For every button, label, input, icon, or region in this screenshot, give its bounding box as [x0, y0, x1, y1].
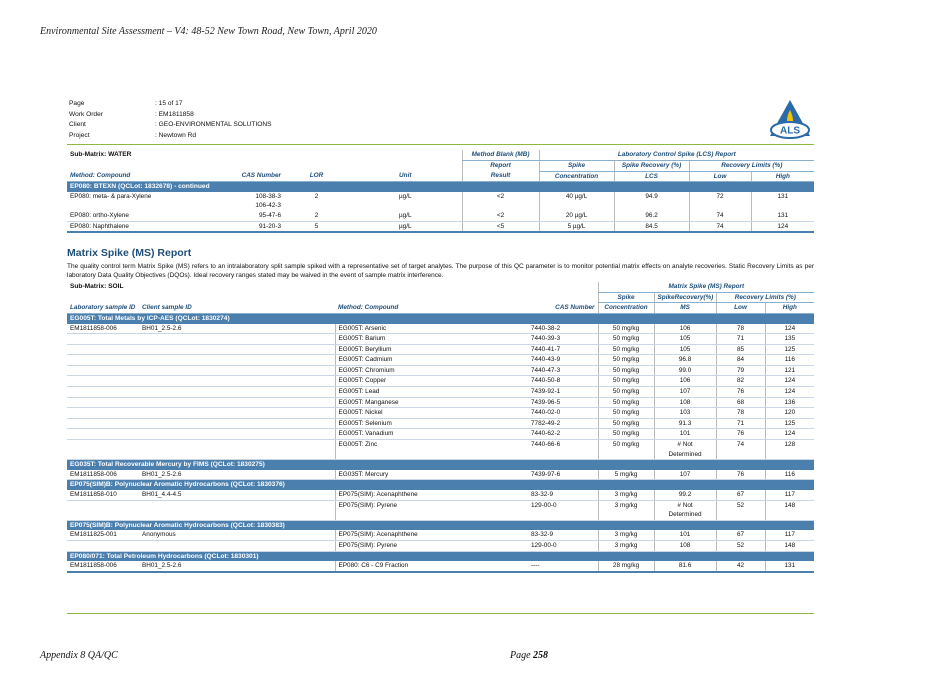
ms-lab-id: EM1811858-006	[67, 324, 139, 334]
table-row	[67, 211, 814, 221]
ms-section-title: EP075(SIM)B: Polynuclear Aromatic Hydrocarbons (QCLot: 1830383)	[67, 520, 814, 530]
lcs-compound: EP080: Naphthalene	[67, 221, 217, 232]
header-rule	[67, 144, 814, 145]
lcs-value: 94.9	[614, 192, 689, 202]
ms-client-id: BH01_2.5-2.6	[139, 561, 335, 572]
lcs-hdr-lcs: Laboratory Control Spike (LCS) Report	[539, 150, 814, 160]
ms-lab-id	[67, 365, 139, 376]
ms-low: 76	[716, 387, 765, 398]
ms-high: 136	[765, 397, 814, 408]
ms-section-title: EP075(SIM)B: Polynuclear Aromatic Hydrocarbons (QCLot: 1830376)	[67, 480, 814, 490]
ms-cas: 7440-43-9	[528, 355, 598, 366]
ms-client-id	[139, 418, 335, 429]
ms-low: 85	[716, 344, 765, 355]
ms-conc: 50 mg/kg	[598, 344, 654, 355]
ms-cas: 83-32-9	[528, 530, 598, 540]
empty-cell	[462, 201, 539, 211]
table-row	[67, 440, 814, 450]
lcs-col-unit: Unit	[349, 171, 462, 182]
lcs-table	[67, 150, 814, 233]
empty-cell	[139, 450, 335, 460]
table-row	[67, 561, 814, 572]
lcs-value: 84.5	[614, 221, 689, 232]
ms-value: 91.3	[654, 418, 716, 429]
ms-high: 124	[765, 324, 814, 334]
lcs-hdr-spike-rec: Spike Recovery (%)	[614, 160, 689, 171]
empty-cell	[598, 450, 654, 460]
ms-cas: 129-00-0	[528, 540, 598, 551]
ms-compound: EG005T: Zinc	[335, 440, 528, 450]
ms-table	[67, 282, 814, 573]
lcs-result: <2	[462, 192, 539, 202]
report-meta	[67, 98, 274, 142]
logo-text: ALS	[780, 125, 800, 137]
table-row	[67, 530, 814, 540]
ms-col-cas: CAS Number	[528, 303, 598, 314]
ms-section-header	[67, 551, 814, 561]
ms-low: 76	[716, 429, 765, 440]
ms-low: 79	[716, 365, 765, 376]
document-header: Environmental Site Assessment – V4: 48-52 New Town Road, New Town, April 2020	[40, 26, 377, 37]
ms-low: 67	[716, 490, 765, 500]
lcs-compound: EP080: meta- & para-Xylene	[70, 192, 152, 200]
empty-cell	[335, 450, 528, 460]
ms-compound: EG005T: Copper	[335, 376, 528, 387]
ms-compound: EG005T: Nickel	[335, 408, 528, 419]
ms-cas: 7440-66-6	[531, 441, 561, 449]
ms-conc: 50 mg/kg	[598, 408, 654, 419]
meta-key: Work Order	[69, 110, 103, 118]
ms-cas: 7440-50-8	[528, 376, 598, 387]
ms-client-id	[139, 540, 335, 551]
lcs-compound: EP080: ortho-Xylene	[67, 211, 217, 221]
ms-section-header	[67, 520, 814, 530]
ms-low: 71	[716, 334, 765, 345]
ms-lab-id	[67, 418, 139, 429]
ms-col-client-id: Client sample ID	[139, 303, 335, 314]
ms-client-id	[139, 365, 335, 376]
empty-cell	[284, 201, 349, 211]
table-row	[67, 470, 814, 480]
lcs-hdr-spike: Spike	[539, 160, 614, 171]
ms-cas: 7439-97-6	[528, 470, 598, 480]
ms-value: 106	[654, 324, 716, 334]
lcs-unit: µg/L	[349, 211, 462, 221]
ms-hdr-rec-limits: Recovery Limits (%)	[716, 292, 814, 303]
ms-compound: EP075(SIM): Acenaphthene	[335, 530, 528, 540]
ms-value: 103	[654, 408, 716, 419]
ms-lab-id	[67, 540, 139, 551]
ms-conc: 50 mg/kg	[598, 324, 654, 334]
table-row	[67, 500, 814, 510]
empty-cell	[349, 201, 462, 211]
empty-cell	[335, 510, 528, 520]
footer-rule	[67, 613, 814, 614]
ms-value: 107	[654, 387, 716, 398]
ms-conc: 28 mg/kg	[598, 561, 654, 572]
lcs-cas: 95-47-6	[217, 211, 284, 221]
ms-hdr-spike-rec: SpikeRecovery(%)	[654, 292, 716, 303]
lcs-lor: 2	[284, 211, 349, 221]
ms-cas: 7440-02-0	[528, 408, 598, 419]
ms-compound: EG005T: Manganese	[335, 397, 528, 408]
empty-cell	[765, 510, 814, 520]
ms-client-id	[139, 408, 335, 419]
ms-cas: 7440-39-3	[528, 334, 598, 345]
ms-section-title: EG035T: Total Recoverable Mercury by FIMS (QCLot: 1830275)	[67, 460, 814, 470]
ms-section-header	[67, 313, 814, 323]
ms-lab-id	[67, 376, 139, 387]
empty-cell	[689, 201, 751, 211]
ms-section-header	[67, 480, 814, 490]
ms-low: 78	[716, 324, 765, 334]
ms-high: 121	[765, 365, 814, 376]
ms-lab-id	[67, 429, 139, 440]
table-row	[67, 429, 814, 440]
ms-value: 81.6	[654, 561, 716, 572]
ms-low: 68	[716, 397, 765, 408]
lcs-conc: 20 µg/L	[539, 211, 614, 221]
lcs-conc: 40 µg/L	[539, 192, 614, 202]
table-row	[67, 387, 814, 398]
ms-high: 117	[765, 530, 814, 540]
footer-page	[510, 650, 548, 661]
lcs-low: 74	[689, 211, 751, 221]
ms-client-id	[139, 387, 335, 398]
ms-high: 124	[765, 376, 814, 387]
ms-col-method: Method: Compound	[335, 303, 528, 314]
ms-value: 108	[654, 540, 716, 551]
ms-lab-id: EM1811825-001	[67, 530, 139, 540]
ms-cas: ----	[528, 561, 598, 572]
ms-cas: 7439-92-1	[528, 387, 598, 398]
ms-cas: 7440-41-7	[528, 344, 598, 355]
empty-cell	[67, 450, 139, 460]
ms-value: # Not	[654, 500, 716, 510]
empty-cell	[598, 510, 654, 520]
meta-value: : 15 of 17	[155, 100, 183, 107]
footer-page-number: 258	[533, 650, 549, 661]
ms-lab-id	[67, 408, 139, 419]
ms-high: 125	[765, 418, 814, 429]
ms-title: Matrix Spike (MS) Report	[67, 247, 192, 260]
ms-compound: EG035T: Mercury	[335, 470, 528, 480]
ms-compound: EG005T: Beryllium	[335, 344, 528, 355]
ms-compound: EG005T: Barium	[335, 334, 528, 345]
ms-compound: EP075(SIM): Pyrene	[335, 540, 528, 551]
ms-hdr-spike: Spike	[598, 292, 654, 303]
empty-cell	[716, 450, 765, 460]
lcs-high: 131	[751, 211, 814, 221]
meta-key: Project	[69, 131, 90, 139]
ms-cas: 7782-49-2	[528, 418, 598, 429]
lcs-unit: µg/L	[349, 221, 462, 232]
ms-compound: EG005T: Lead	[335, 387, 528, 398]
ms-value: 107	[654, 470, 716, 480]
ms-value: 96.8	[654, 355, 716, 366]
ms-value: 101	[654, 429, 716, 440]
ms-low: 78	[716, 408, 765, 419]
ms-lab-id: EM1811858-006	[67, 561, 139, 572]
ms-high: 148	[765, 500, 814, 510]
lcs-hdr-mb-report: Report	[462, 160, 539, 171]
ms-high: 116	[765, 355, 814, 366]
meta-key: Client	[69, 121, 86, 129]
ms-lab-id	[67, 500, 139, 510]
ms-hdr-ms: Matrix Spike (MS) Report	[598, 282, 814, 292]
ms-rows	[67, 313, 814, 571]
ms-low: 76	[716, 470, 765, 480]
lcs-cas: 108-38-3	[255, 192, 281, 200]
table-row	[67, 221, 814, 232]
footer-appendix: Appendix 8 QA/QC	[40, 650, 118, 661]
empty-cell	[528, 510, 598, 520]
meta-row	[69, 100, 272, 109]
ms-cas: 7440-47-3	[528, 365, 598, 376]
empty-cell	[139, 510, 335, 520]
ms-value: 106	[654, 376, 716, 387]
lcs-conc: 5 µg/L	[539, 221, 614, 232]
lcs-col-conc: Concentration	[539, 171, 614, 182]
lcs-section-title: EP080: BTEXN (QCLot: 1832678) - continued	[67, 182, 814, 192]
ms-conc: 50 mg/kg	[598, 334, 654, 345]
ms-value-cont: Determined	[654, 450, 716, 460]
lcs-cas: 91-20-3	[217, 221, 284, 232]
ms-low: 52	[716, 500, 765, 510]
ms-high: 120	[765, 408, 814, 419]
ms-col-high: High	[765, 303, 814, 314]
table-row	[67, 408, 814, 419]
ms-cas: 7440-38-2	[528, 324, 598, 334]
ms-lab-id: EM1811858-006	[67, 470, 139, 480]
lcs-result: <2	[462, 211, 539, 221]
ms-col-low: Low	[716, 303, 765, 314]
ms-high: 117	[765, 490, 814, 500]
ms-high: 124	[765, 429, 814, 440]
lcs-col-cas: CAS Number	[217, 171, 284, 182]
ms-compound: EP080: C6 - C9 Fraction	[335, 561, 528, 572]
table-row	[67, 355, 814, 366]
table-row	[67, 192, 814, 202]
table-row	[67, 418, 814, 429]
ms-lab-id	[67, 344, 139, 355]
ms-sub-matrix: Sub-Matrix: SOIL	[70, 283, 124, 291]
ms-conc: 50 mg/kg	[598, 365, 654, 376]
ms-cas: 83-32-9	[528, 490, 598, 500]
ms-high: 125	[765, 344, 814, 355]
meta-value: : EM1811858	[155, 110, 194, 118]
ms-lab-id	[67, 334, 139, 345]
ms-client-id: BH01_4.4-4.5	[139, 490, 335, 500]
ms-conc: 50 mg/kg	[598, 376, 654, 387]
empty-cell	[751, 201, 814, 211]
ms-lab-id	[67, 387, 139, 398]
lcs-low: 72	[689, 192, 751, 202]
lcs-col-lor: LOR	[284, 171, 349, 182]
ms-compound: EG005T: Cadmium	[335, 355, 528, 366]
ms-high: 131	[765, 561, 814, 572]
ms-value: 105	[654, 334, 716, 345]
ms-description: The quality control term Matrix Spike (MS) refers to an intralaboratory split sample spiked with a representative set of target analytes. The purpose of this QC parameter is to monitor potential matrix effects on analyte recoveries. Static Recovery Limits as per laboratory Data Quality Objectives (DQOs). Ideal recovery ranges stated may be waived in the event of sample matrix interference.	[67, 263, 814, 280]
ms-col-lab-id: Laboratory sample ID	[67, 303, 139, 314]
ms-client-id	[139, 397, 335, 408]
ms-section-header	[67, 460, 814, 470]
ms-client-id	[139, 355, 335, 366]
ms-conc: 3 mg/kg	[598, 490, 654, 500]
ms-col-conc: Concentration	[598, 303, 654, 314]
ms-section-title: EP080/071: Total Petroleum Hydrocarbons (QCLot: 1830301)	[67, 551, 814, 561]
ms-client-id: BH01_2.5-2.6	[139, 324, 335, 334]
ms-lab-id: EM1811858-010	[67, 490, 139, 500]
ms-conc: 50 mg/kg	[598, 387, 654, 398]
ms-high: 135	[765, 334, 814, 345]
ms-value: # Not	[654, 440, 716, 450]
lcs-result: <5	[462, 221, 539, 232]
empty-cell	[765, 450, 814, 460]
ms-client-id	[139, 440, 335, 450]
empty-cell	[539, 201, 614, 211]
table-row	[67, 365, 814, 376]
lcs-high: 131	[751, 192, 814, 202]
lcs-col-high: High	[751, 171, 814, 182]
ms-client-id	[139, 500, 335, 510]
empty-cell	[528, 450, 598, 460]
table-row-continued	[67, 450, 814, 460]
lcs-cas: 106-42-3	[255, 202, 281, 210]
ms-value: 101	[654, 530, 716, 540]
ms-conc: 3 mg/kg	[598, 500, 654, 510]
lcs-low: 74	[689, 221, 751, 232]
table-row-continued	[67, 510, 814, 520]
empty-cell	[614, 201, 689, 211]
lcs-hdr-mb: Method Blank (MB)	[462, 150, 539, 160]
ms-conc: 50 mg/kg	[598, 418, 654, 429]
ms-lab-id	[67, 355, 139, 366]
meta-row	[69, 111, 272, 120]
ms-compound: EG005T: Selenium	[335, 418, 528, 429]
ms-conc: 50 mg/kg	[598, 355, 654, 366]
ms-conc: 50 mg/kg	[598, 429, 654, 440]
footer-page-label: Page	[510, 650, 531, 661]
lcs-lor: 5	[284, 221, 349, 232]
empty-cell	[716, 510, 765, 520]
ms-compound: EP075(SIM): Pyrene	[335, 500, 528, 510]
table-row	[67, 490, 814, 500]
ms-conc: 3 mg/kg	[598, 530, 654, 540]
ms-client-id	[139, 334, 335, 345]
lcs-col-lcs: LCS	[614, 171, 689, 182]
ms-client-id: Anonymous	[139, 530, 335, 540]
ms-compound: EG005T: Vanadium	[335, 429, 528, 440]
ms-low: 74	[716, 440, 765, 450]
table-row	[67, 334, 814, 345]
ms-low: 84	[716, 355, 765, 366]
ms-conc: 50 mg/kg	[598, 440, 654, 450]
ms-section-title: EG005T: Total Metals by ICP-AES (QCLot: 1830274)	[67, 313, 814, 323]
meta-value: : Newtown Rd	[155, 131, 197, 139]
ms-client-id	[139, 344, 335, 355]
als-logo-icon	[768, 98, 812, 142]
table-row	[67, 397, 814, 408]
table-row	[67, 344, 814, 355]
table-row	[67, 324, 814, 334]
ms-lab-id	[67, 440, 139, 450]
meta-row	[69, 121, 272, 130]
ms-low: 71	[716, 418, 765, 429]
ms-value-cont: Determined	[654, 510, 716, 520]
ms-high: 124	[765, 387, 814, 398]
meta-key: Page	[69, 100, 85, 107]
lcs-rows	[67, 192, 814, 232]
ms-value: 105	[654, 344, 716, 355]
ms-col-ms: MS	[654, 303, 716, 314]
ms-value: 99.2	[654, 490, 716, 500]
ms-cas: 7439-96-5	[528, 397, 598, 408]
ms-conc: 5 mg/kg	[598, 470, 654, 480]
ms-value: 108	[654, 397, 716, 408]
ms-cas: 7440-62-2	[528, 429, 598, 440]
lcs-high: 124	[751, 221, 814, 232]
ms-client-id	[139, 376, 335, 387]
ms-value: 99.0	[654, 365, 716, 376]
ms-compound: EP075(SIM): Acenaphthene	[335, 490, 528, 500]
ms-conc: 3 mg/kg	[598, 540, 654, 551]
lcs-col-result: Result	[462, 171, 539, 182]
ms-high: 148	[765, 540, 814, 551]
ms-conc: 50 mg/kg	[598, 397, 654, 408]
table-row	[67, 540, 814, 551]
meta-row	[69, 132, 272, 141]
ms-cas: 129-00-0	[531, 501, 557, 509]
empty-cell	[67, 510, 139, 520]
lcs-sub-matrix: Sub-Matrix: WATER	[70, 151, 132, 159]
report-page	[67, 98, 814, 573]
ms-low: 52	[716, 540, 765, 551]
lcs-col-low: Low	[689, 171, 751, 182]
ms-high: 116	[765, 470, 814, 480]
lcs-hdr-rec-limits: Recovery Limits (%)	[689, 160, 814, 171]
ms-client-id	[139, 429, 335, 440]
table-row	[67, 376, 814, 387]
ms-low: 82	[716, 376, 765, 387]
ms-low: 42	[716, 561, 765, 572]
lcs-unit: µg/L	[398, 192, 412, 200]
ms-client-id: BH01_2.5-2.6	[139, 470, 335, 480]
ms-low: 67	[716, 530, 765, 540]
ms-compound: EG005T: Chromium	[335, 365, 528, 376]
lcs-value: 96.2	[614, 211, 689, 221]
meta-value: : GEO-ENVIRONMENTAL SOLUTIONS	[155, 121, 272, 129]
lcs-compound-cont	[67, 201, 217, 211]
lcs-lor: 2	[314, 192, 319, 200]
table-row-continued	[67, 201, 814, 211]
ms-high: 128	[765, 440, 814, 450]
lcs-col-method: Method: Compound	[67, 171, 217, 182]
ms-compound: EG005T: Arsenic	[335, 324, 528, 334]
ms-lab-id	[67, 397, 139, 408]
